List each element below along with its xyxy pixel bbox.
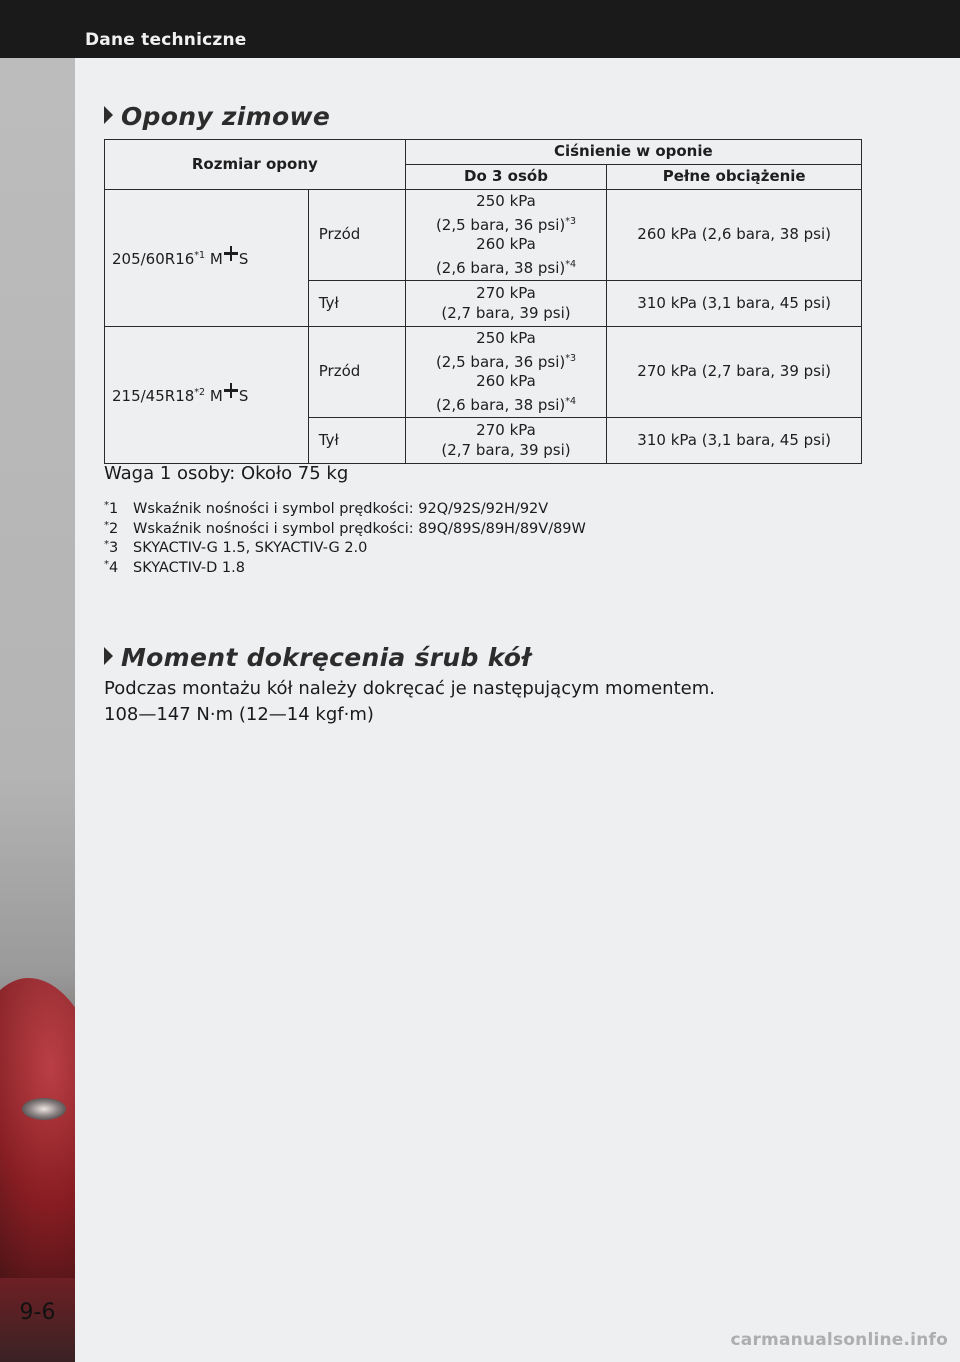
pressure-value: 270 kPa xyxy=(476,421,536,439)
footnote xyxy=(104,498,586,518)
pressure-value: (2,7 bara, 39 psi) xyxy=(441,440,571,459)
footnote-text: SKYACTIV-G 1.5, SKYACTIV-G 2.0 xyxy=(133,540,368,556)
tire-size: 205/60R16 xyxy=(112,250,195,269)
pressure-up-to-3-front xyxy=(405,327,607,418)
position-rear: Tył xyxy=(308,281,405,327)
footnote-number: 3 xyxy=(109,540,119,556)
car-image xyxy=(0,978,75,1278)
section-marker-icon xyxy=(104,106,113,124)
pressure-full-load-rear: 310 kPa (3,1 bara, 45 psi) xyxy=(607,418,862,464)
footnote-mark: * xyxy=(104,519,109,531)
winter-tires-heading xyxy=(104,102,330,131)
col-header-full-load: Pełne obciążenie xyxy=(607,165,862,190)
car-headlight-image xyxy=(22,1098,66,1120)
footnote-number: 4 xyxy=(109,559,119,576)
pressure-value: 260 kPa xyxy=(476,372,536,390)
pressure-full-load-front: 260 kPa (2,6 bara, 38 psi) xyxy=(607,190,862,281)
footnote xyxy=(104,557,586,577)
tire-size-cell xyxy=(105,190,309,327)
ms-marking-s: S xyxy=(238,387,249,406)
header-title: Dane techniczne xyxy=(85,30,247,50)
page-number: 9-6 xyxy=(19,1300,56,1325)
pressure-value: 270 kPa xyxy=(476,284,536,302)
footnote-ref: *4 xyxy=(565,258,577,270)
table-row xyxy=(105,190,862,281)
footnote-ref: *2 xyxy=(194,387,206,399)
pressure-value: 250 kPa xyxy=(476,329,536,347)
pressure-value: (2,5 bara, 36 psi) xyxy=(435,352,566,371)
col-header-size: Rozmiar opony xyxy=(105,140,406,190)
pressure-value: (2,6 bara, 38 psi) xyxy=(435,395,566,414)
footnote-ref: *1 xyxy=(194,250,206,262)
ms-marking-s: S xyxy=(238,250,249,269)
torque-value: 108—147 N·m (12—14 kgf·m) xyxy=(104,704,374,725)
pressure-value: (2,5 bara, 36 psi) xyxy=(435,215,566,234)
torque-instruction: Podczas montażu kół należy dokręcać je następującym momentem. xyxy=(104,678,715,699)
position-front: Przód xyxy=(308,327,405,418)
footnote-ref: *3 xyxy=(565,215,577,227)
footnote xyxy=(104,518,586,538)
footnote-number: 1 xyxy=(109,501,119,517)
plus-icon xyxy=(224,246,238,262)
weight-note: Waga 1 osoby: Około 75 kg xyxy=(104,463,349,484)
position-rear: Tył xyxy=(308,418,405,464)
footnote-mark: * xyxy=(104,558,109,570)
footnote-mark: * xyxy=(104,539,109,550)
tire-size-cell xyxy=(105,327,309,464)
col-header-up-to-3: Do 3 osób xyxy=(405,165,607,190)
pressure-up-to-3-rear xyxy=(405,281,607,327)
torque-heading-text: Moment dokręcenia śrub kół xyxy=(121,643,531,672)
footnote-text: Wskaźnik nośności i symbol prędkości: 92Q/92S/92H/92V xyxy=(133,501,549,517)
footnote-text: SKYACTIV-D 1.8 xyxy=(133,559,245,576)
footnotes xyxy=(104,498,586,576)
position-front: Przód xyxy=(308,190,405,281)
header-bar xyxy=(0,0,960,58)
pressure-full-load-rear: 310 kPa (3,1 bara, 45 psi) xyxy=(607,281,862,327)
footnote-text: Wskaźnik nośności i symbol prędkości: 89Q/89S/89H/89V/89W xyxy=(133,520,586,537)
pressure-up-to-3-front xyxy=(405,190,607,281)
watermark: carmanualsonline.info xyxy=(730,1330,948,1350)
pressure-full-load-front: 270 kPa (2,7 bara, 39 psi) xyxy=(607,327,862,418)
footnote-mark: * xyxy=(104,500,109,511)
pressure-value: (2,7 bara, 39 psi) xyxy=(441,303,571,322)
pressure-value: (2,6 bara, 38 psi) xyxy=(435,258,566,277)
ms-marking-m: M xyxy=(209,387,223,406)
footnote xyxy=(104,537,586,557)
winter-tires-heading-text: Opony zimowe xyxy=(121,102,331,131)
pressure-value: 250 kPa xyxy=(476,192,536,210)
plus-icon xyxy=(224,383,238,399)
ms-marking-m: M xyxy=(209,250,223,269)
tire-size: 215/45R18 xyxy=(112,387,195,406)
footnote-ref: *3 xyxy=(565,352,577,364)
pressure-value: 260 kPa xyxy=(476,235,536,253)
sidebar-photo xyxy=(0,58,75,1362)
footnote-ref: *4 xyxy=(565,395,577,407)
section-marker-icon xyxy=(104,647,113,665)
torque-heading xyxy=(104,643,531,672)
col-header-pressure: Ciśnienie w oponie xyxy=(405,140,861,165)
footnote-number: 2 xyxy=(109,520,119,537)
pressure-up-to-3-rear xyxy=(405,418,607,464)
tire-pressure-table xyxy=(104,139,862,464)
table-row xyxy=(105,327,862,418)
